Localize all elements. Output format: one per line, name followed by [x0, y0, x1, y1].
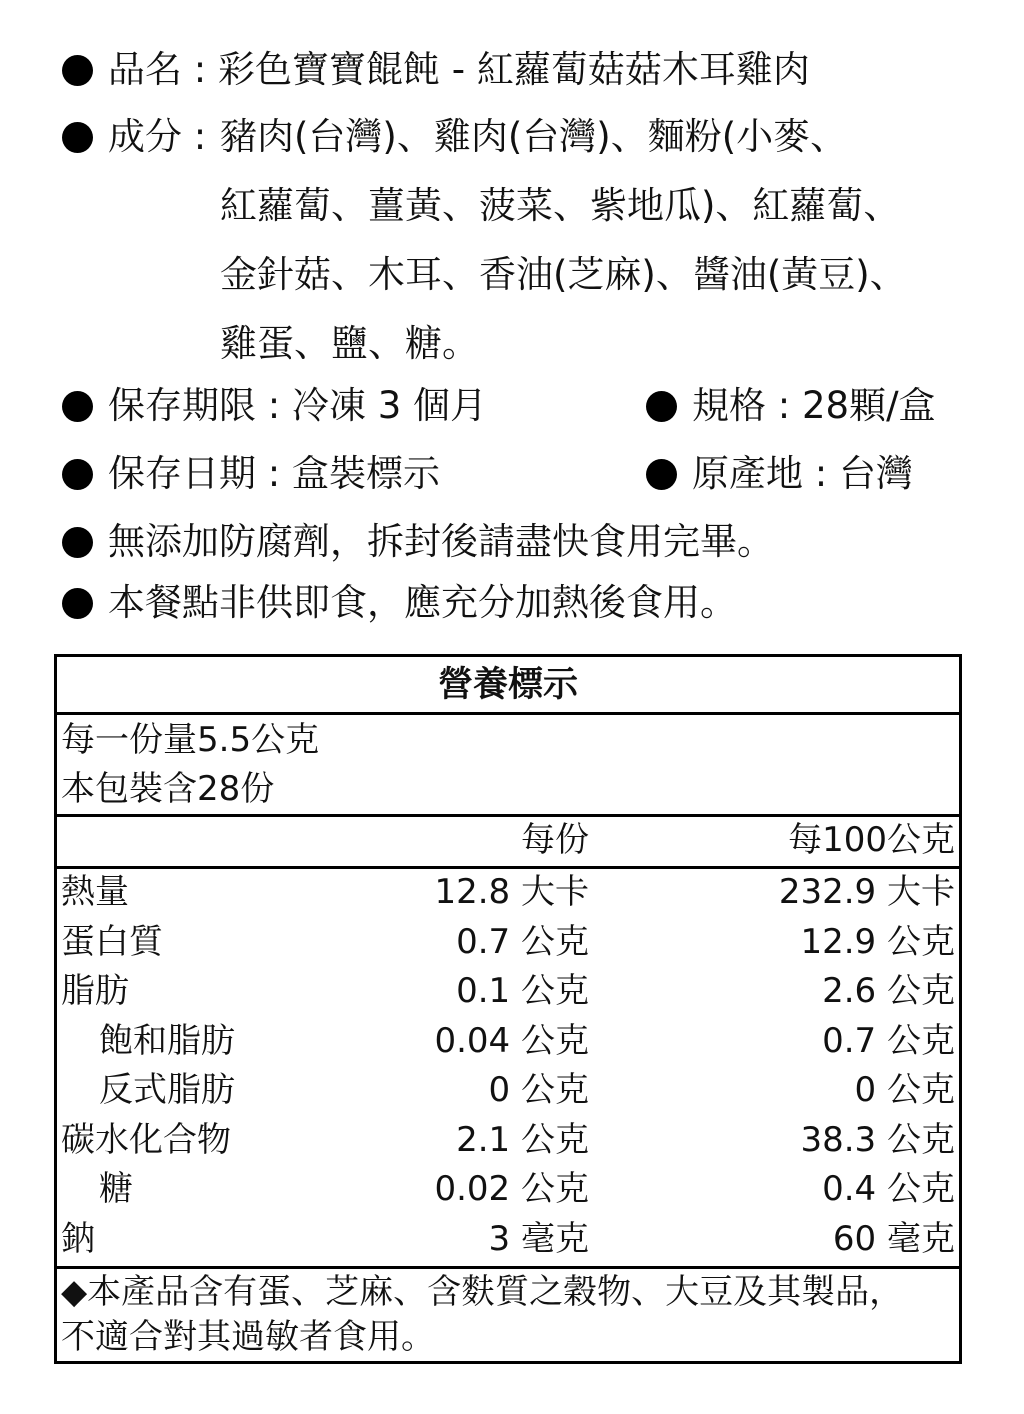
row-trans-fat-name: 反式脂肪: [99, 1070, 235, 1110]
bullet-shelf-life: [62, 391, 93, 422]
divider-title: [57, 712, 959, 715]
row-fat-serving: 0.1 公克: [456, 971, 589, 1011]
row-protein-100g: 12.9 公克: [800, 922, 955, 962]
divider-allergen: [57, 1266, 959, 1269]
row-protein-name: 蛋白質: [61, 922, 163, 962]
row-saturated-fat-serving: 0.04 公克: [434, 1021, 589, 1061]
spec: 規格 : 28顆/盒: [692, 384, 936, 427]
ingredients-line-1: 豬肉(台灣)、雞肉(台灣)、麵粉(小麥、: [220, 115, 848, 158]
row-sodium-100g: 60 毫克: [832, 1219, 955, 1259]
col-header-per-100g: 每100公克: [788, 820, 955, 860]
origin: 原產地 : 台灣: [692, 452, 913, 495]
shelf-life: 保存期限 : 冷凍 3 個月: [108, 384, 488, 427]
row-saturated-fat-name: 飽和脂肪: [99, 1021, 235, 1061]
ingredients-label: 成分 :: [108, 115, 207, 158]
row-fat-name: 脂肪: [61, 971, 129, 1011]
nutrition-facts-table: [54, 654, 962, 1364]
ingredients-line-4: 雞蛋、鹽、糖。: [220, 322, 479, 365]
row-trans-fat-serving: 0 公克: [488, 1070, 589, 1110]
row-sugar-100g: 0.4 公克: [822, 1169, 955, 1209]
product-name-label: 品名 :: [108, 48, 207, 91]
row-sugar-name: 糖: [99, 1169, 133, 1209]
row-carbohydrate-100g: 38.3 公克: [800, 1120, 955, 1160]
row-saturated-fat-100g: 0.7 公克: [822, 1021, 955, 1061]
row-calories-serving: 12.8 大卡: [434, 872, 589, 912]
note-heating: 本餐點非供即食，應充分加熱後食用。: [108, 581, 737, 624]
col-header-per-serving: 每份: [521, 820, 589, 860]
divider-serving: [57, 814, 959, 817]
row-calories-name: 熱量: [61, 872, 129, 912]
ingredients-line-2: 紅蘿蔔、薑黃、菠菜、紫地瓜)、紅蘿蔔、: [220, 184, 901, 227]
row-sodium-name: 鈉: [61, 1219, 95, 1259]
row-trans-fat-100g: 0 公克: [854, 1070, 955, 1110]
row-protein-serving: 0.7 公克: [456, 922, 589, 962]
nutrition-title: 營養標示: [437, 665, 578, 705]
storage-date: 保存日期 : 盒裝標示: [108, 452, 440, 495]
bullet-spec: [646, 391, 677, 422]
allergen-line-2: 不適合對其過敏者食用。: [61, 1317, 435, 1357]
bullet-note-1: [62, 527, 93, 558]
allergen-line-1: ◆本產品含有蛋、芝麻、含麩質之穀物、大豆及其製品，: [61, 1272, 904, 1312]
ingredients-line-3: 金針菇、木耳、香油(芝麻)、醬油(黃豆)、: [220, 253, 907, 296]
row-carbohydrate-serving: 2.1 公克: [456, 1120, 589, 1160]
bullet-storage-date: [62, 459, 93, 490]
row-sodium-serving: 3 毫克: [488, 1219, 589, 1259]
row-sugar-serving: 0.02 公克: [434, 1169, 589, 1209]
divider-header: [57, 866, 959, 869]
row-fat-100g: 2.6 公克: [822, 971, 955, 1011]
serving-size: 每一份量5.5公克: [61, 720, 320, 760]
servings-per-package: 本包裝含28份: [61, 769, 275, 809]
product-name-value: 彩色寶寶餛飩 - 紅蘿蔔菇菇木耳雞肉: [218, 48, 810, 91]
bullet-note-2: [62, 588, 93, 619]
note-preservative: 無添加防腐劑，拆封後請盡快食用完畢。: [108, 520, 774, 563]
bullet-ingredients: [62, 122, 93, 153]
bullet-product-name: [62, 55, 93, 86]
bullet-origin: [646, 459, 677, 490]
row-calories-100g: 232.9 大卡: [778, 872, 955, 912]
row-carbohydrate-name: 碳水化合物: [61, 1120, 231, 1160]
